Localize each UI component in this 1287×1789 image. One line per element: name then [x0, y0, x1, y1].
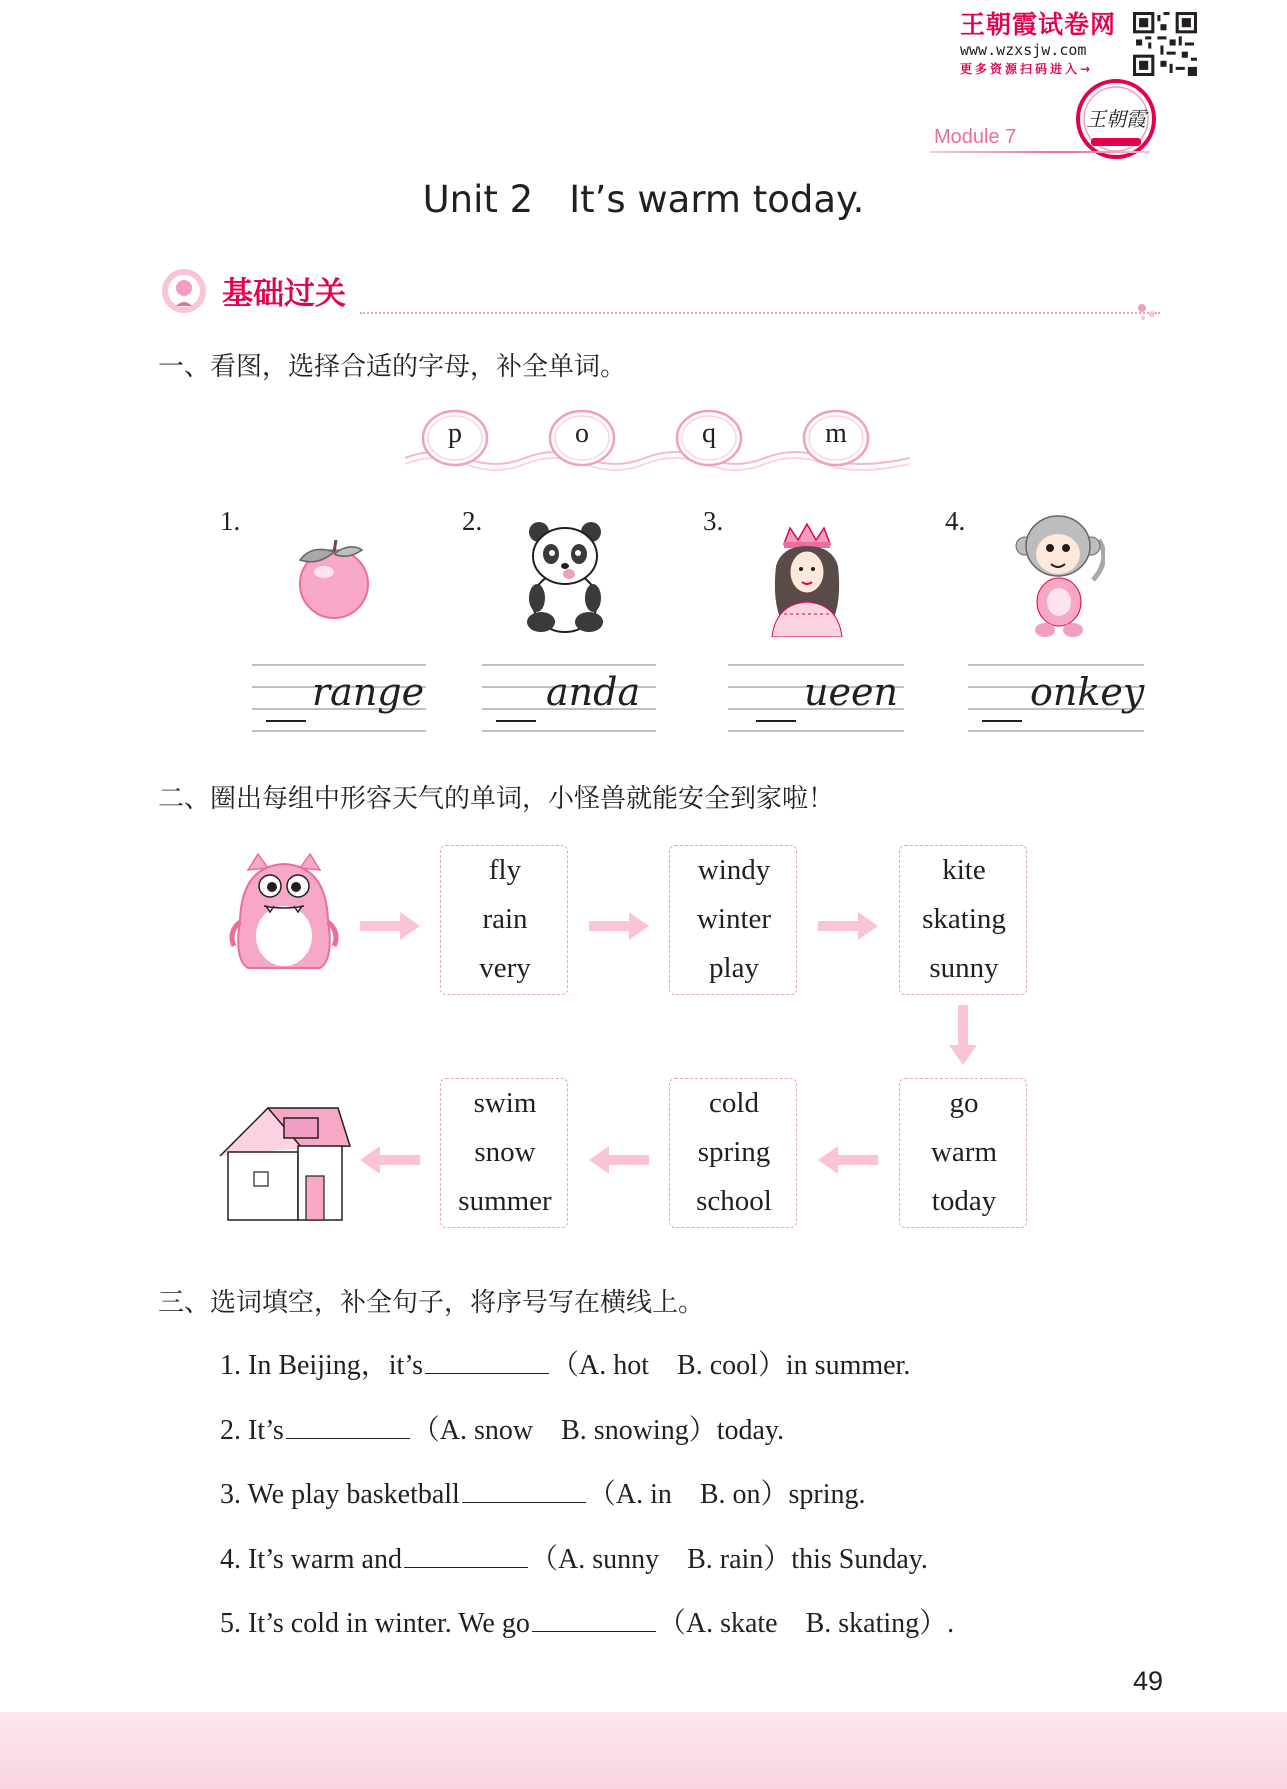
answer-blank[interactable] [496, 720, 536, 722]
answer-blank[interactable] [532, 1605, 656, 1632]
arrow-right-icon [589, 912, 649, 945]
section-mascot-icon [158, 266, 214, 321]
sentence-options: （A. hot B. cool）in summer. [551, 1350, 911, 1381]
sentence-options: （A. sunny B. rain）this Sunday. [529, 1544, 928, 1575]
letter-ribbon [405, 408, 910, 472]
q3-heading: 三、选词填空，补全句子，将序号写在横线上。 [158, 1288, 705, 1318]
orange-icon [292, 530, 372, 625]
writing-lines [968, 664, 1144, 732]
qr-code-icon[interactable] [1133, 12, 1197, 76]
word[interactable]: today [931, 1185, 997, 1217]
word-box [440, 1078, 568, 1228]
item-number: 3. [703, 506, 724, 536]
sentence [220, 1472, 866, 1512]
footer-band [0, 1712, 1287, 1789]
arrow-left-icon [589, 1146, 649, 1179]
word[interactable]: summer [458, 1185, 552, 1217]
brand-url[interactable]: www.wzxsjw.com [960, 41, 1087, 59]
word-suffix: ueen [804, 670, 898, 714]
brand-block [960, 10, 1130, 78]
monkey-icon [1015, 510, 1105, 645]
word-suffix: onkey [1030, 670, 1145, 714]
word[interactable]: warm [930, 1136, 998, 1168]
sentence [220, 1537, 928, 1577]
brand-title: 王朝霞试卷网 [960, 10, 1117, 39]
word[interactable]: winter [696, 903, 772, 935]
section-title: 基础过关 [222, 276, 346, 312]
answer-blank[interactable] [404, 1541, 528, 1568]
word-box [669, 1078, 797, 1228]
q2-heading: 二、圈出每组中形容天气的单词，小怪兽就能安全到家啦！ [158, 784, 835, 814]
arrow-right-icon [360, 912, 420, 945]
item-number: 1. [220, 506, 241, 536]
letter-badge [669, 408, 749, 468]
arrow-down-icon [949, 1005, 977, 1070]
word[interactable]: play [709, 952, 759, 984]
section-divider [360, 312, 1160, 314]
answer-blank[interactable] [266, 720, 306, 722]
module-underline [930, 151, 1150, 153]
sentence-text: 3. We play basketball [220, 1479, 460, 1510]
word-box [440, 845, 568, 995]
answer-blank[interactable] [982, 720, 1022, 722]
arrow-right-icon [818, 912, 878, 945]
module-label: Module 7 [934, 126, 1017, 148]
sentence [220, 1408, 784, 1448]
letter-badge [796, 408, 876, 468]
arrow-left-icon [818, 1146, 878, 1179]
house-icon [218, 1100, 354, 1229]
writing-lines [252, 664, 426, 732]
word[interactable]: cold [709, 1087, 759, 1119]
word[interactable]: very [479, 952, 531, 984]
letter-badge [542, 408, 622, 468]
q1-heading: 一、看图，选择合适的字母，补全单词。 [158, 352, 627, 382]
sentence-options: （A. snow B. snowing）today. [411, 1415, 785, 1446]
monster-icon [228, 850, 340, 981]
sentence [220, 1601, 954, 1641]
word[interactable]: swim [473, 1087, 537, 1119]
word-suffix: range [312, 670, 425, 714]
letter-choice: m [825, 418, 847, 449]
item-number: 4. [945, 506, 966, 536]
brand-more-text: 更多资源扫码进入→ [960, 62, 1094, 76]
seal-stamp-icon [1075, 78, 1157, 160]
word-suffix: anda [546, 670, 641, 714]
arrow-left-icon [360, 1146, 420, 1179]
sentence-text: 5. It’s cold in winter. We go [220, 1608, 530, 1639]
answer-blank[interactable] [286, 1412, 410, 1439]
page-title [0, 178, 1287, 221]
word[interactable]: school [696, 1185, 772, 1217]
section-dots-icon [1136, 300, 1160, 329]
word[interactable]: windy [697, 854, 771, 886]
letter-badge [415, 408, 495, 468]
word[interactable]: rain [482, 903, 528, 935]
letter-choice: p [448, 418, 462, 449]
word-box [899, 1078, 1027, 1228]
word-box [669, 845, 797, 995]
writing-lines [482, 664, 656, 732]
word[interactable]: spring [697, 1136, 771, 1168]
unit-label: Unit 2 [422, 178, 534, 221]
word[interactable]: kite [942, 854, 986, 886]
answer-blank[interactable] [756, 720, 796, 722]
word[interactable]: skating [922, 903, 1006, 935]
word[interactable]: sunny [929, 952, 999, 984]
answer-blank[interactable] [462, 1476, 586, 1503]
word-box [899, 845, 1027, 995]
sentence [220, 1343, 910, 1383]
panda-icon [525, 518, 605, 643]
sentence-text: 4. It’s warm and [220, 1544, 402, 1575]
writing-lines [728, 664, 904, 732]
letter-choice: o [575, 418, 589, 449]
word[interactable]: fly [488, 854, 522, 886]
unit-title-text: It’s warm today. [569, 178, 865, 221]
page-number: 49 [1133, 1666, 1164, 1696]
queen-icon [762, 522, 852, 642]
sentence-text: 2. It’s [220, 1415, 284, 1446]
svg-text:王朝霞: 王朝霞 [1086, 107, 1146, 131]
word[interactable]: go [949, 1087, 979, 1119]
answer-blank[interactable] [425, 1347, 549, 1374]
word[interactable]: snow [474, 1136, 536, 1168]
letter-choice: q [702, 418, 716, 449]
item-number: 2. [462, 506, 483, 536]
sentence-options: （A. skate B. skating）. [657, 1608, 955, 1639]
sentence-options: （A. in B. on）spring. [587, 1479, 866, 1510]
sentence-text: 1. In Beijing，it’s [220, 1350, 424, 1381]
